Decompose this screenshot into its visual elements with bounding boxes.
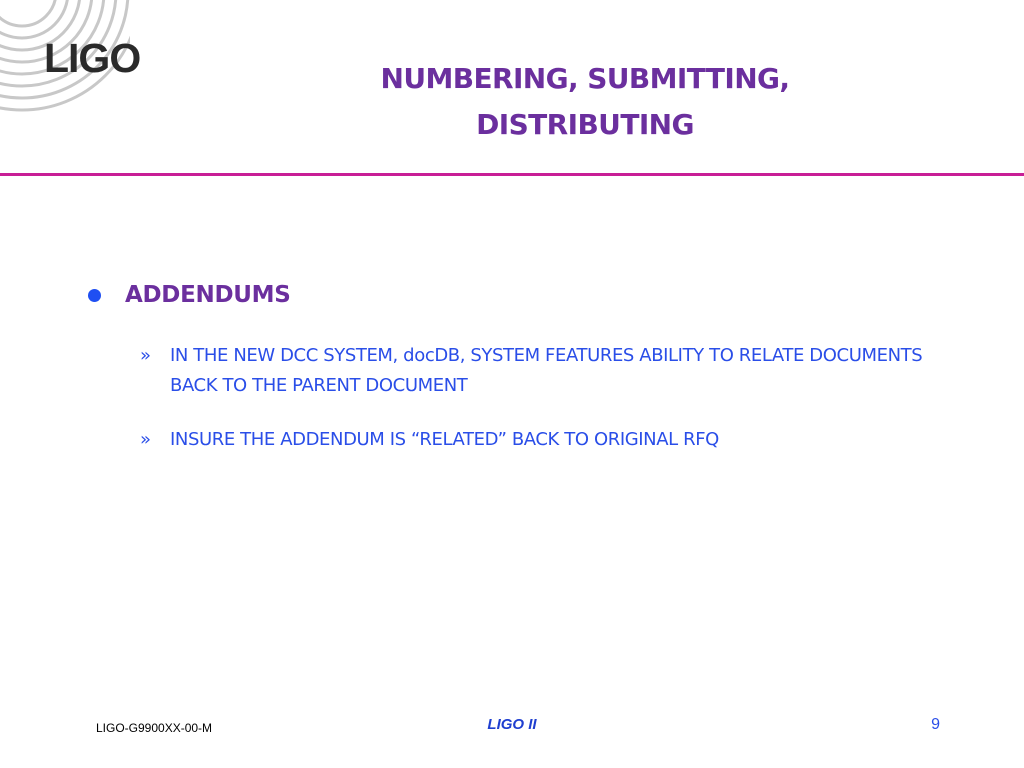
sub-bullet-item <box>140 341 940 401</box>
sub-bullet-item <box>140 425 940 455</box>
slide-title-line-1: NUMBERING, SUBMITTING, <box>380 62 790 95</box>
slide-title <box>240 56 930 148</box>
sub-bullet-marker-icon: » <box>140 345 151 366</box>
sub-bullet-marker-icon: » <box>140 429 151 450</box>
bullet-dot-icon <box>88 289 101 302</box>
footer-center-label: LIGO II <box>487 716 537 733</box>
slide-title-line-2: DISTRIBUTING <box>476 108 694 141</box>
ligo-logo: LIGO <box>44 35 141 81</box>
title-divider <box>0 173 1024 176</box>
sub-bullet-text: INSURE THE ADDENDUM IS “RELATED” BACK TO ORIGINAL RFQ <box>170 429 719 450</box>
bullet-item <box>88 282 290 308</box>
bullet-heading: ADDENDUMS <box>125 282 291 308</box>
footer-document-id: LIGO-G9900XX-00-M <box>96 721 213 735</box>
sub-bullet-text: IN THE NEW DCC SYSTEM, docDB, SYSTEM FEATURES ABILITY TO RELATE DOCUMENTS BACK TO THE PARENT DOCUMENT <box>170 345 923 396</box>
page-number: 9 <box>931 716 940 733</box>
